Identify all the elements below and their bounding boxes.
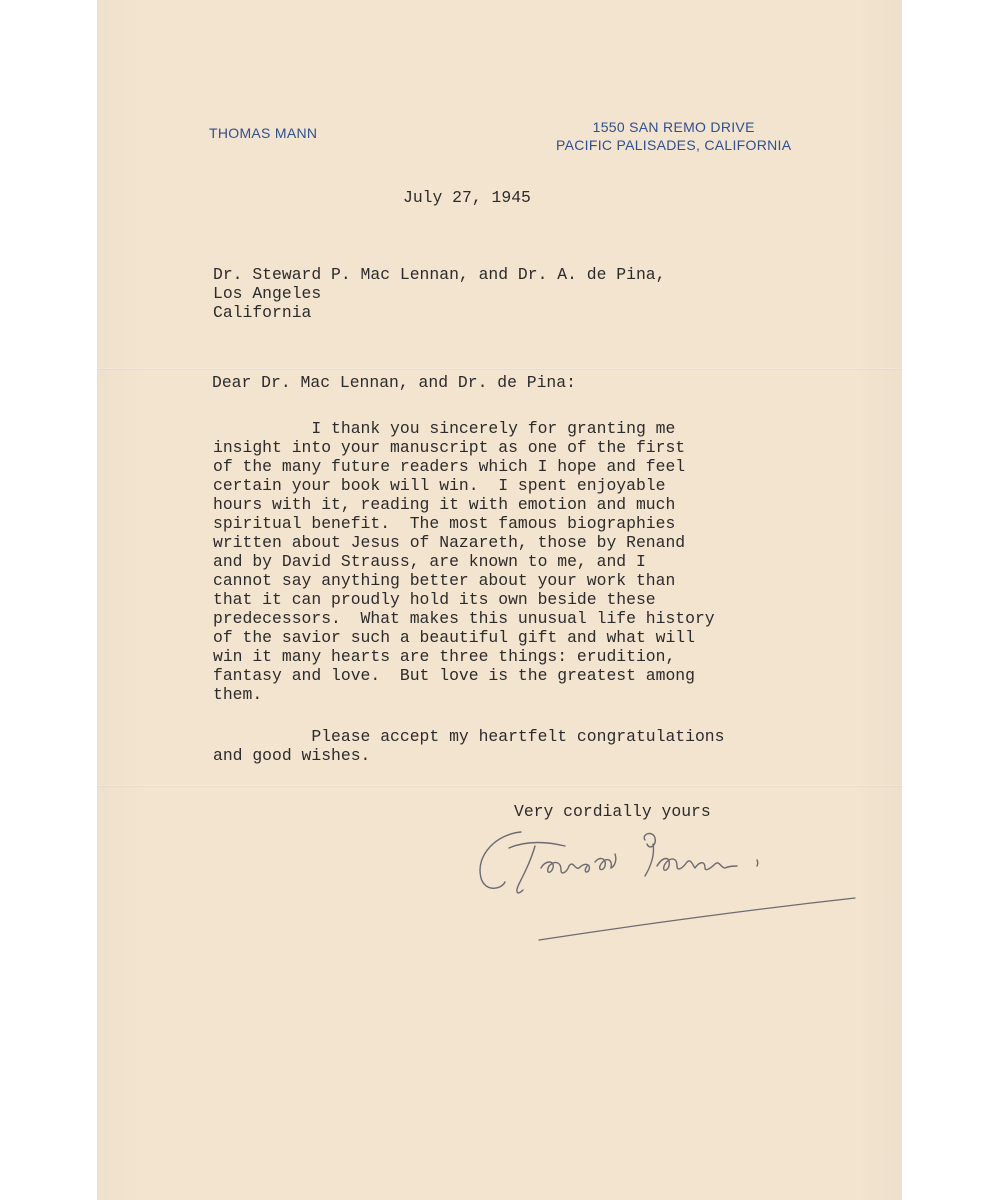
letter-body xyxy=(213,419,715,704)
body-line: of the many future readers which I hope and feel xyxy=(213,457,686,476)
body-line: written about Jesus of Nazareth, those by Renand xyxy=(213,533,686,552)
closing-paragraph xyxy=(213,727,724,765)
body-line: cannot say anything better about your work than xyxy=(213,571,676,590)
body-line: hours with it, reading it with emotion and much xyxy=(213,495,676,514)
letterhead-address xyxy=(556,118,791,154)
closing-line: and good wishes. xyxy=(213,746,371,765)
letterhead-address-line1: 1550 SAN REMO DRIVE xyxy=(592,119,755,135)
body-line: I thank you sincerely for granting me xyxy=(213,419,676,438)
valediction: Very cordially yours xyxy=(514,802,711,821)
recipient-line: California xyxy=(213,303,312,322)
handwritten-signature xyxy=(457,810,867,950)
body-line: and by David Strauss, are known to me, and I xyxy=(213,552,646,571)
body-line: that it can proudly hold its own beside these xyxy=(213,590,656,609)
recipient-line: Dr. Steward P. Mac Lennan, and Dr. A. de Pina, xyxy=(213,265,666,284)
body-line: fantasy and love. But love is the greatest among xyxy=(213,666,695,685)
letterhead-address-line2: PACIFIC PALISADES, CALIFORNIA xyxy=(556,137,792,153)
body-line: of the savior such a beautiful gift and what will xyxy=(213,628,695,647)
letter-paper xyxy=(97,0,902,1200)
letterhead-name: THOMAS MANN xyxy=(209,125,318,141)
body-line: predecessors. What makes this unusual life history xyxy=(213,609,715,628)
fold-line xyxy=(97,785,902,787)
body-line: them. xyxy=(213,685,263,704)
recipient-line: Los Angeles xyxy=(213,284,322,303)
body-line: spiritual benefit. The most famous biographies xyxy=(213,514,676,533)
recipient-block xyxy=(213,265,665,322)
letter-date: July 27, 1945 xyxy=(403,188,531,207)
body-line: insight into your manuscript as one of the first xyxy=(213,438,686,457)
salutation: Dear Dr. Mac Lennan, and Dr. de Pina: xyxy=(212,373,576,392)
body-line: win it many hearts are three things: erudition, xyxy=(213,647,676,666)
fold-line xyxy=(97,368,902,370)
closing-line: Please accept my heartfelt congratulations xyxy=(213,727,725,746)
body-line: certain your book will win. I spent enjoyable xyxy=(213,476,666,495)
